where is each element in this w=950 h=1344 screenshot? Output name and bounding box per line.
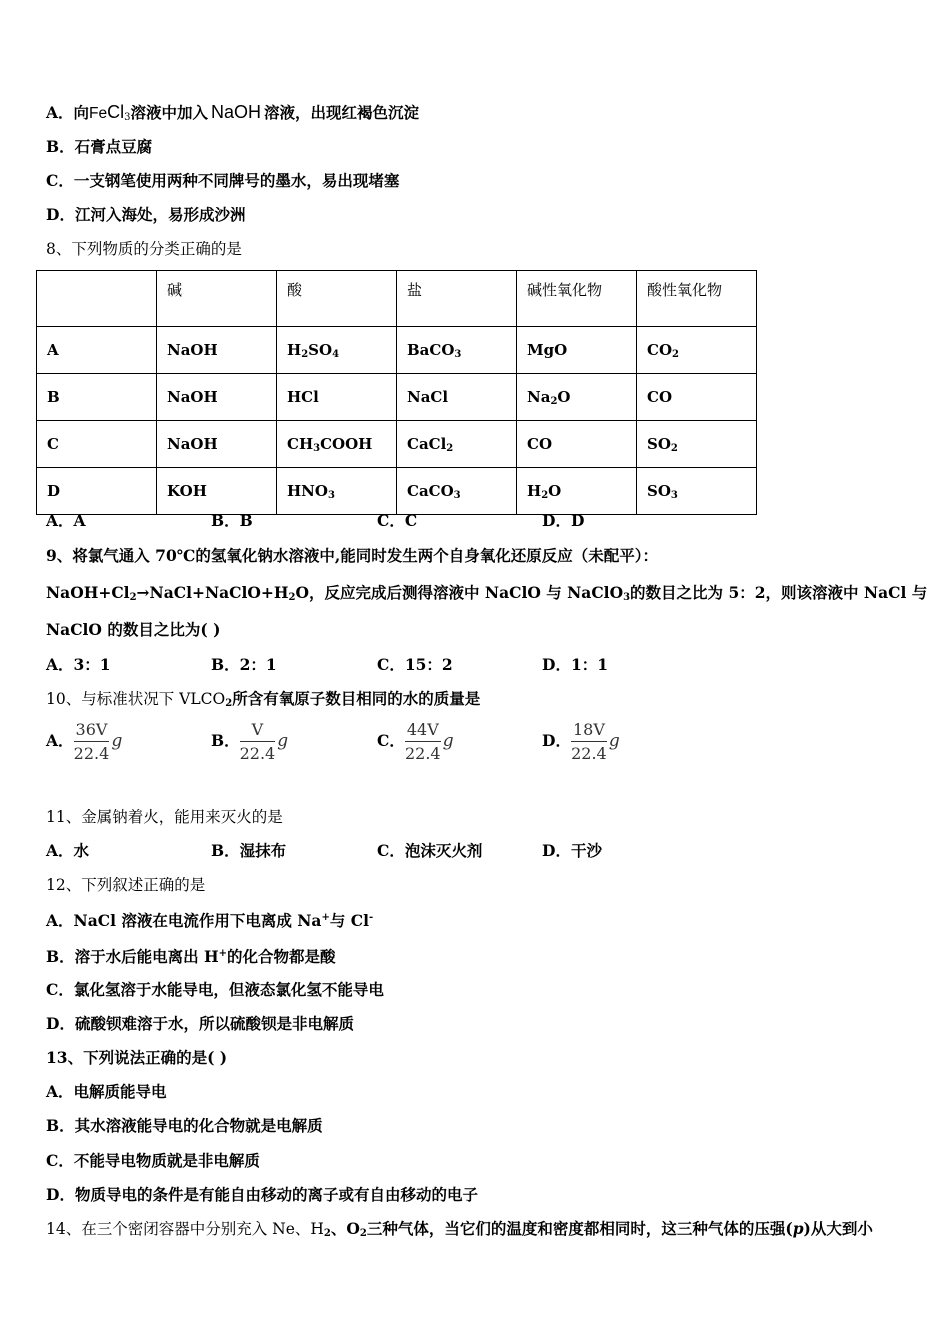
acidic-oxide-cell: $SO_2$ — [637, 421, 757, 468]
q13-option-c: C．不能导电物质就是非电解质 — [46, 1151, 260, 1170]
q9-equation-line: $NaOH+Cl_2\to NaCl+NaClO+H_2O$，反应完成后测得溶液中 NaClO 与 NaClO$_3$的数目之比为 5：2，则该溶液中 NaCl 与 — [46, 583, 928, 603]
base-cell: NaOH — [157, 374, 277, 421]
q8-option-c: C．C — [377, 511, 418, 530]
q7-option-b: B．石膏点豆腐 — [46, 137, 153, 156]
q9-option-a: A．3：1 — [46, 655, 111, 674]
q11-option-d: D．干沙 — [542, 841, 602, 860]
acid-cell: $CH_3COOH$ — [277, 421, 397, 468]
q8-option-a: A．A — [46, 511, 86, 530]
q9-stem: 9、将氯气通入 70℃的氢氧化钠水溶液中,能同时发生两个自身氧化还原反应（未配平）： — [46, 546, 658, 565]
acid-cell: HCl — [277, 374, 397, 421]
table-header-cell — [37, 271, 157, 327]
q12-option-c: C．氯化氢溶于水能导电，但液态氯化氢不能导电 — [46, 980, 384, 999]
table-row — [37, 327, 757, 374]
q12-option-b: B．溶于水后能电离出 H+的化合物都是酸 — [46, 947, 336, 966]
q13-option-b: B．其水溶液能导电的化合物就是电解质 — [46, 1116, 323, 1135]
q11-option-c: C．泡沫灭火剂 — [377, 841, 483, 860]
q9-stem-line3: NaClO 的数目之比为( ) — [46, 620, 221, 639]
q12-option-a: A．NaCl 溶液在电流作用下电离成 Na+与 Cl- — [46, 911, 374, 930]
q11-option-a: A．水 — [46, 841, 90, 860]
table-header-row — [37, 271, 757, 327]
q10-option-b: B． $\frac{V}{22.4}$ g — [211, 720, 289, 763]
q13-stem: 13、下列说法正确的是( ) — [46, 1048, 228, 1067]
q7-option-d: D．江河入海处，易形成沙洲 — [46, 205, 246, 224]
row-label: B — [37, 374, 157, 421]
q8-option-b: B．B — [211, 511, 253, 530]
q9-option-d: D．1：1 — [542, 655, 609, 674]
salt-cell: CaCl$_2$ — [397, 421, 517, 468]
q13-option-d: D．物质导电的条件是有能自由移动的离子或有自由移动的电子 — [46, 1185, 478, 1204]
q10-option-c: C． $\frac{44V}{22.4}$ g — [377, 720, 454, 763]
table-header-cell: 碱性氧化物 — [517, 271, 637, 327]
base-cell: NaOH — [157, 327, 277, 374]
q9-option-b: B．2：1 — [211, 655, 277, 674]
q7-option-c: C．一支钢笔使用两种不同牌号的墨水，易出现堵塞 — [46, 171, 400, 190]
q10-stem: 10、与标准状况下 $VLCO_2$所含有氧原子数目相同的水的质量是 — [46, 689, 481, 709]
salt-cell: BaCO$_3$ — [397, 327, 517, 374]
base-cell: KOH — [157, 468, 277, 515]
table-row — [37, 468, 757, 515]
classification-table — [36, 270, 757, 515]
row-label: D — [37, 468, 157, 515]
q7-option-a: A．向FeCl$_3$溶液中加入 NaOH 溶液，出现红褐色沉淀 — [46, 102, 420, 123]
q8-option-d: D．D — [542, 511, 585, 530]
q8-stem: 8、下列物质的分类正确的是 — [46, 240, 242, 258]
table-header-cell: 酸性氧化物 — [637, 271, 757, 327]
base-cell: NaOH — [157, 421, 277, 468]
q10-option-d: D． $\frac{18V}{22.4}$ g — [542, 720, 620, 763]
q10-option-a: A． $\frac{36V}{22.4}$ g — [46, 720, 123, 763]
basic-oxide-cell: $H_2O$ — [517, 468, 637, 515]
acid-cell: $HNO_3$ — [277, 468, 397, 515]
basic-oxide-cell: MgO — [517, 327, 637, 374]
table-header-cell: 碱 — [157, 271, 277, 327]
acidic-oxide-cell: CO — [637, 374, 757, 421]
acidic-oxide-cell: $CO_2$ — [637, 327, 757, 374]
row-label: A — [37, 327, 157, 374]
q9-option-c: C．15：2 — [377, 655, 453, 674]
basic-oxide-cell: CO — [517, 421, 637, 468]
acidic-oxide-cell: $SO_3$ — [637, 468, 757, 515]
acid-cell: $H_2SO_4$ — [277, 327, 397, 374]
row-label: C — [37, 421, 157, 468]
q11-stem: 11、金属钠着火，能用来灭火的是 — [46, 808, 283, 826]
q12-stem: 12、下列叙述正确的是 — [46, 876, 206, 894]
basic-oxide-cell: $Na_2O$ — [517, 374, 637, 421]
salt-cell: NaCl — [397, 374, 517, 421]
table-row — [37, 421, 757, 468]
table-header-cell: 酸 — [277, 271, 397, 327]
q12-option-d: D．硫酸钡难溶于水，所以硫酸钡是非电解质 — [46, 1014, 354, 1033]
table-header-cell: 盐 — [397, 271, 517, 327]
q13-option-a: A．电解质能导电 — [46, 1082, 167, 1101]
q14-stem: 14、在三个密闭容器中分别充入 Ne、$H_2$、$O_2$三种气体，当它们的温度和密度都相同时，这三种气体的压强(p)从大到小 — [46, 1219, 873, 1239]
q11-option-b: B．湿抹布 — [211, 841, 287, 860]
salt-cell: CaCO$_3$ — [397, 468, 517, 515]
table-row — [37, 374, 757, 421]
